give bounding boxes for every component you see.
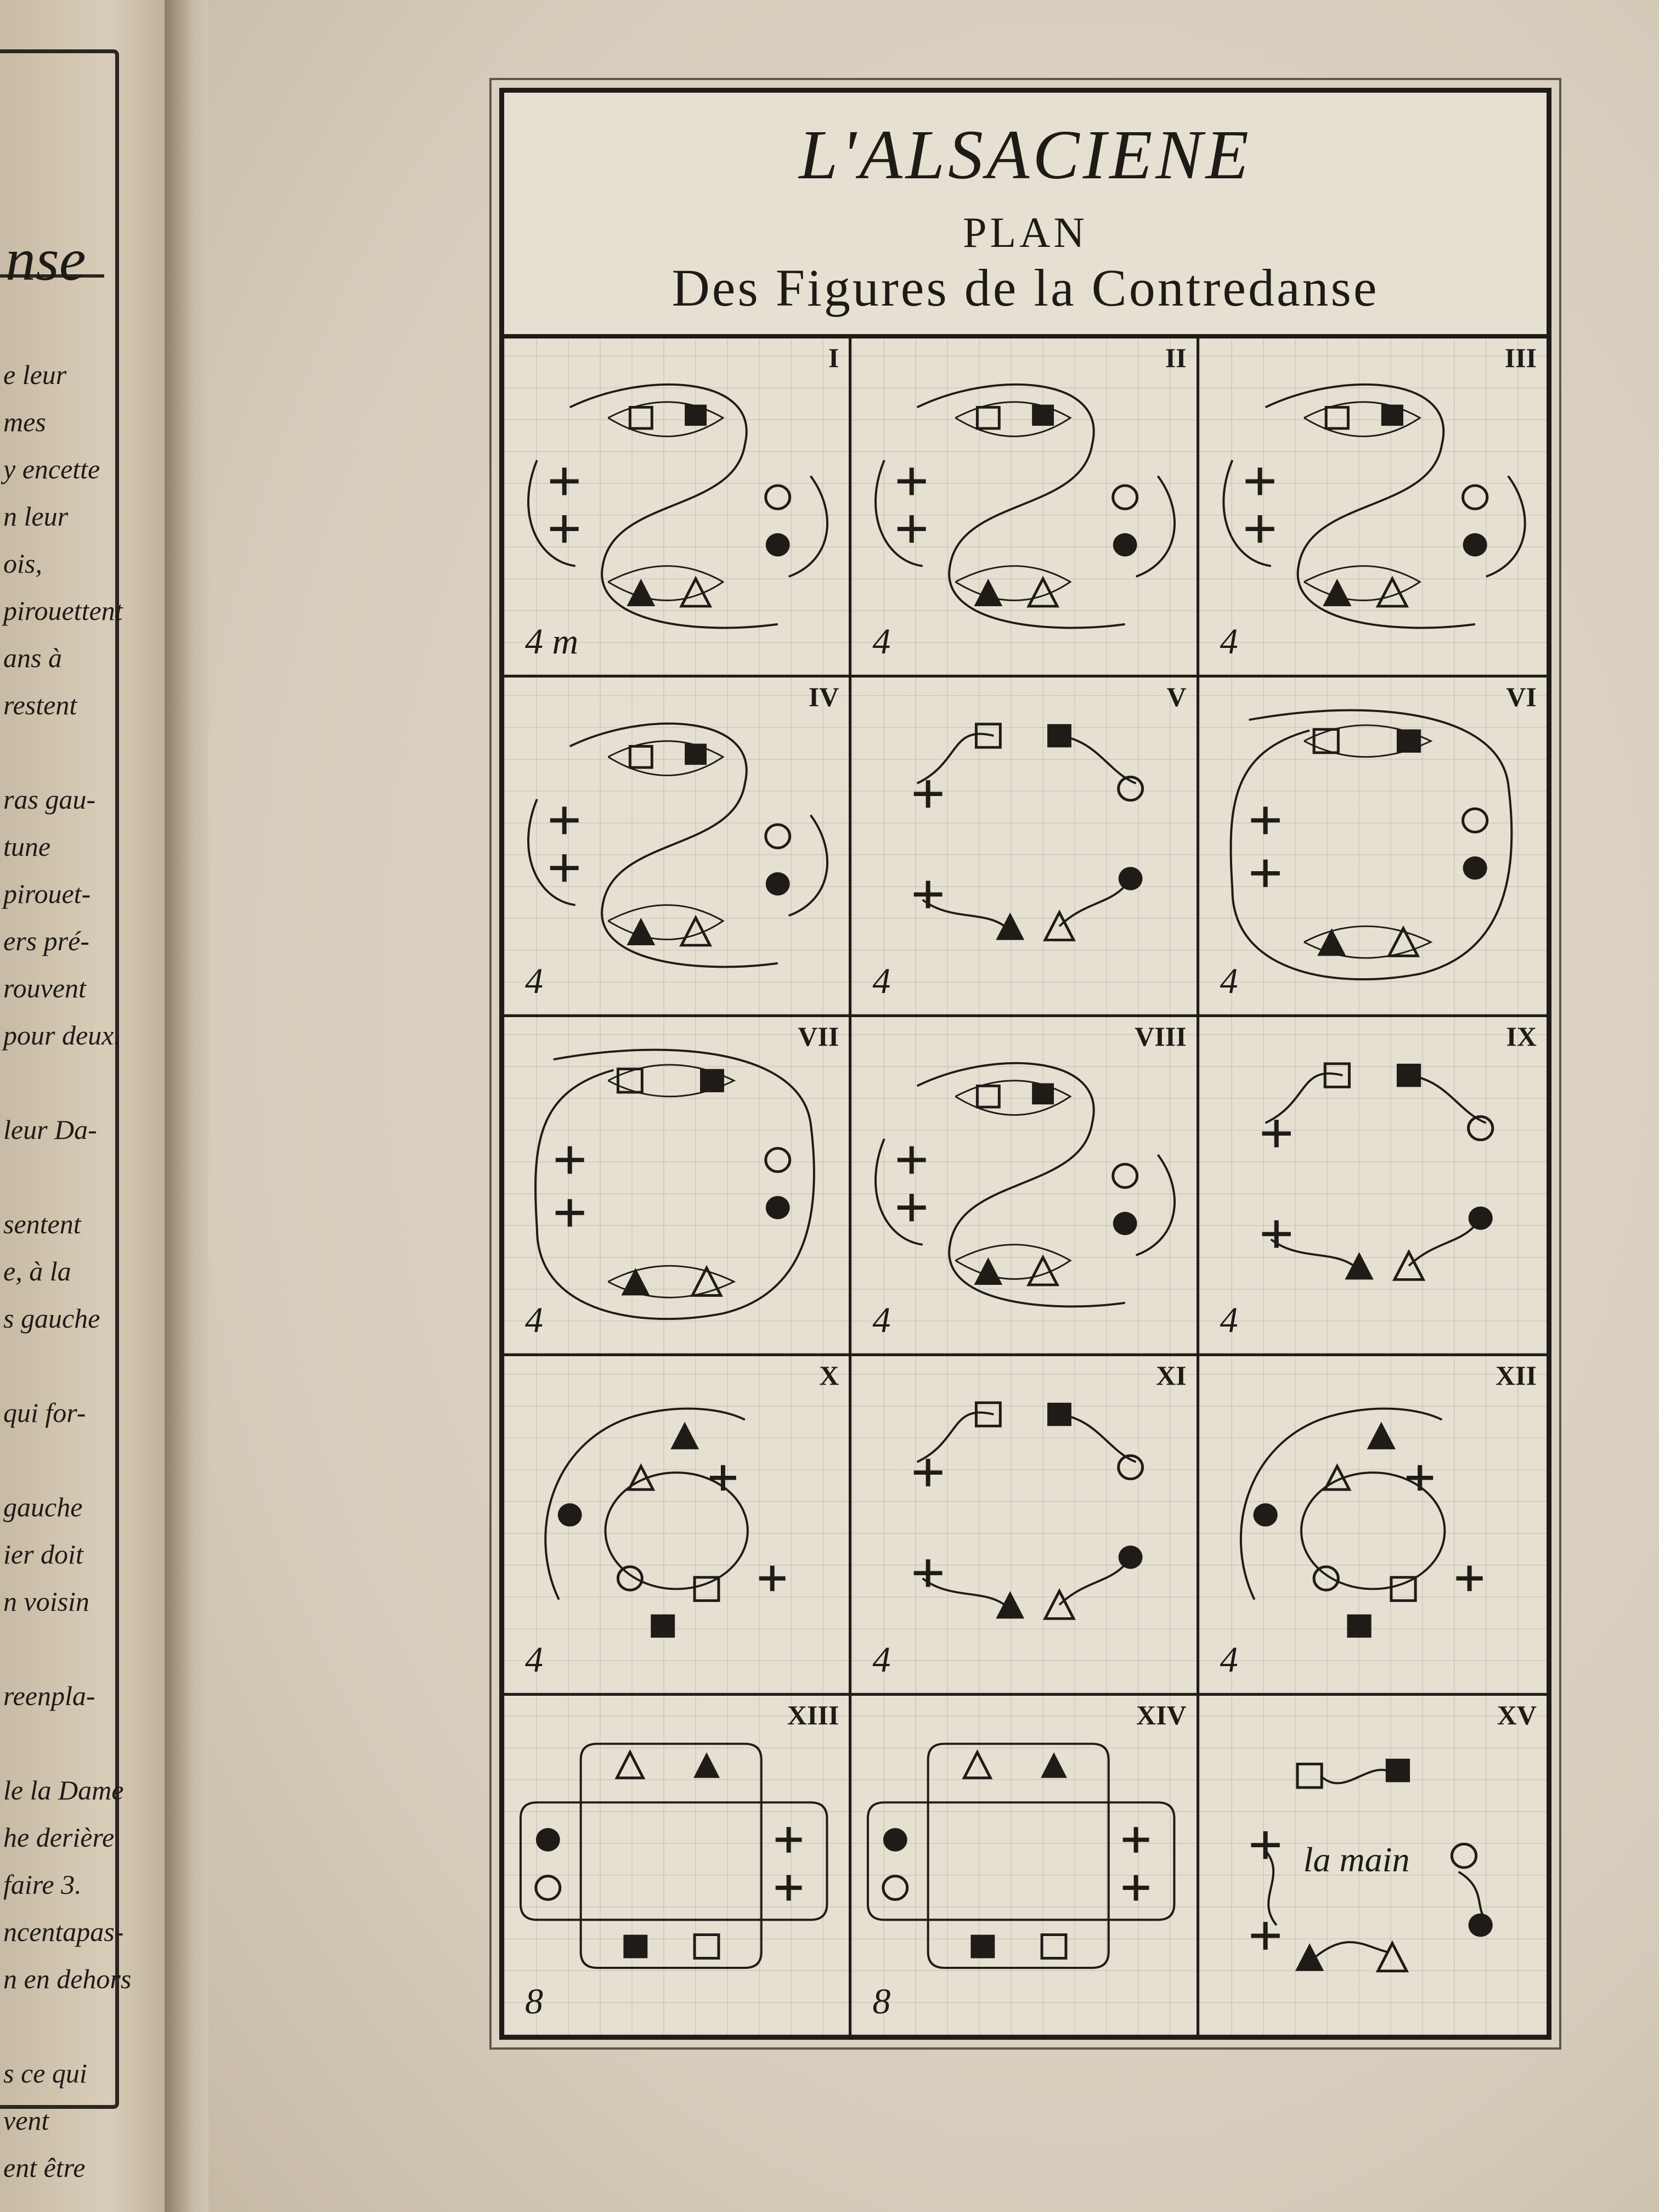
dance-path (956, 1245, 1070, 1279)
left-page-line: ier doit (3, 1539, 83, 1570)
dancer-symbol (627, 918, 655, 945)
dancer-symbol (1042, 1934, 1066, 1958)
figure-grid (504, 338, 1547, 2035)
dancer-symbol (1463, 533, 1487, 556)
figure-numeral: XII (1495, 1360, 1537, 1391)
dancer-symbol (766, 486, 790, 509)
figure-cell (504, 1017, 851, 1356)
dancer-symbol (651, 1615, 675, 1638)
dancer-symbol (550, 515, 579, 543)
dancer-symbol (692, 1268, 721, 1295)
dancer-symbol (977, 1403, 1001, 1426)
dancer-symbol (617, 1752, 643, 1778)
figure-diagram (504, 1017, 849, 1353)
dancer-symbol (1463, 486, 1487, 509)
figure-cell (504, 678, 851, 1017)
dancer-symbol (1245, 467, 1274, 495)
left-page-line: he derière (3, 1822, 115, 1853)
dancer-symbol (1468, 1206, 1492, 1229)
dancer-symbol (1463, 856, 1487, 879)
left-page-line: qui for- (3, 1397, 86, 1428)
left-page-line: faire 3. (3, 1869, 82, 1900)
plate-title: L'ALSACIENE (799, 116, 1252, 194)
dancer-symbol (623, 1934, 647, 1958)
figure-numeral: I (828, 342, 839, 373)
dance-path (1265, 385, 1475, 628)
figure-numeral: IV (808, 681, 839, 713)
dancer-symbol (1323, 579, 1351, 606)
dancer-symbol (898, 515, 926, 543)
dancer-symbol (621, 1268, 650, 1295)
figure-cell (504, 1356, 851, 1695)
figure-numeral: V (1166, 681, 1187, 713)
figure-diagram (851, 1356, 1196, 1692)
dancer-symbol (996, 1591, 1025, 1618)
left-page-line: ans à (3, 642, 62, 673)
dancer-symbol (536, 1828, 560, 1852)
left-page-line: rouvent (3, 973, 86, 1003)
figure-numeral: VIII (1135, 1020, 1187, 1052)
left-page (0, 0, 181, 2212)
dancer-symbol (1251, 1831, 1279, 1859)
dance-path (570, 724, 778, 967)
dancer-symbol (971, 1934, 995, 1958)
dance-path (928, 1743, 1109, 1967)
dancer-symbol (618, 1567, 642, 1590)
dance-path (545, 1409, 745, 1600)
dancer-symbol (556, 1146, 584, 1173)
dance-path (1409, 1218, 1481, 1266)
figure-diagram (1199, 1017, 1547, 1353)
left-page-line (3, 1059, 140, 1106)
dancer-symbol (670, 1422, 699, 1449)
dance-path (956, 566, 1070, 601)
dance-path (1059, 879, 1131, 927)
dancer-symbol (1326, 407, 1348, 428)
dancer-symbol (536, 1876, 560, 1899)
left-page-line: n voisin (3, 1586, 89, 1617)
figure-cell (1199, 1017, 1547, 1356)
left-page-line (3, 1436, 140, 1483)
dancer-symbol (1325, 1064, 1349, 1087)
figure-numeral: XIV (1136, 1699, 1187, 1730)
figure-diagram (851, 1017, 1196, 1353)
dance-path (876, 1139, 923, 1245)
figure-count: 4 (1220, 1300, 1238, 1341)
figure-count: 4 (1220, 961, 1238, 1001)
dance-path (1265, 1073, 1342, 1122)
dance-path (606, 1472, 748, 1589)
dancer-symbol (898, 467, 926, 495)
dancer-symbol (977, 724, 1001, 747)
dancer-symbol (1251, 807, 1279, 834)
left-page-line: n en dehors (3, 1963, 132, 1994)
dancer-symbol (766, 1196, 790, 1219)
dancer-symbol (1041, 1752, 1067, 1778)
dancer-symbol (1119, 1545, 1143, 1568)
dancer-symbol (1262, 1120, 1290, 1147)
dance-path (876, 460, 923, 566)
left-page-line: gauche (3, 1492, 83, 1522)
figure-count: 4 m (525, 622, 579, 662)
figure-count: 4 (872, 961, 891, 1001)
figure-numeral: XI (1156, 1360, 1187, 1391)
dancer-symbol (914, 780, 943, 808)
dancer-symbol (1113, 1164, 1137, 1187)
figure-numeral: VI (1506, 681, 1537, 713)
dancer-symbol (1452, 1844, 1476, 1867)
dancer-symbol (1385, 1758, 1409, 1782)
figure-diagram (851, 338, 1196, 675)
figure-annotation: la main (1303, 1839, 1410, 1879)
dancer-symbol (996, 913, 1025, 940)
figure-count: 4 (872, 622, 891, 662)
figure-cell (1199, 1696, 1547, 2035)
left-page-line: pour deux. (3, 1020, 121, 1051)
dance-path (528, 799, 575, 905)
dancer-symbol (1378, 1943, 1406, 1971)
dance-path (1231, 710, 1511, 979)
left-page-line: vent (3, 2105, 49, 2136)
figure-cell (1199, 678, 1547, 1017)
left-page-line: ncentapas- (3, 1916, 124, 1947)
left-page-line: s ce qui (3, 2058, 87, 2089)
left-page-line (3, 2002, 140, 2050)
left-page-line: leur Da- (3, 1114, 97, 1145)
left-page-line (3, 1719, 140, 1767)
figure-numeral: III (1504, 342, 1537, 373)
left-page-line: n leur (3, 501, 69, 532)
dance-path (1271, 1239, 1353, 1266)
dancer-symbol (1314, 730, 1338, 753)
dancer-symbol (759, 1566, 786, 1591)
figure-diagram (1199, 678, 1547, 1014)
figure-numeral: XV (1497, 1699, 1537, 1730)
figure-cell (851, 338, 1199, 678)
left-page-line (3, 1625, 140, 1672)
dancer-symbol (1397, 1064, 1421, 1087)
left-page-line: mes (3, 407, 46, 437)
figure-numeral: II (1165, 342, 1187, 373)
figure-cell (504, 338, 851, 678)
figure-count: 4 (872, 1300, 891, 1341)
dancer-symbol (630, 407, 652, 428)
figure-cell (1199, 338, 1547, 678)
left-page-line: e, à la (3, 1256, 71, 1286)
dancer-symbol (1345, 1252, 1373, 1279)
dance-path (1059, 1558, 1131, 1605)
dancer-symbol (766, 825, 790, 848)
dancer-symbol (550, 467, 579, 495)
dancer-symbol (898, 1194, 926, 1221)
figure-diagram (504, 678, 849, 1014)
figure-numeral: XIII (787, 1699, 839, 1730)
left-page-line: pirouet- (3, 878, 91, 909)
left-page-line: s gauche (3, 1303, 100, 1334)
plate-subtitle: Des Figures de la Contredanse (672, 258, 1379, 317)
dancer-symbol (630, 747, 652, 768)
dancer-symbol (964, 1752, 991, 1778)
left-page-line: restent (3, 690, 77, 720)
dancer-symbol (898, 1146, 926, 1173)
dancer-symbol (693, 1752, 720, 1778)
left-page-line: ois, (3, 548, 42, 579)
left-page-line: reenpla- (3, 1680, 95, 1711)
left-page-line: sentent (3, 1209, 81, 1239)
dancer-symbol (550, 807, 579, 834)
dance-path (608, 905, 723, 940)
dancer-symbol (1251, 1922, 1279, 1950)
engraved-plate (499, 88, 1551, 2040)
dancer-symbol (766, 533, 790, 556)
dance-path (917, 734, 994, 783)
dance-path (1301, 1472, 1444, 1589)
left-page-line: le la Dame (3, 1775, 124, 1805)
dance-path (917, 1413, 994, 1462)
figure-diagram (851, 1696, 1196, 2035)
figure-count: 4 (872, 1639, 891, 1680)
figure-count: 8 (872, 1982, 891, 2022)
dancer-symbol (766, 1148, 790, 1171)
plate-title-box (504, 93, 1547, 338)
dance-path (1241, 1409, 1442, 1600)
figure-cell (851, 1696, 1199, 2035)
figure-diagram (504, 1356, 849, 1692)
figure-diagram (504, 1696, 849, 2035)
dancer-symbol (1314, 1567, 1338, 1590)
figure-diagram (851, 678, 1196, 1014)
figure-diagram (1199, 338, 1547, 675)
dancer-symbol (1113, 533, 1137, 556)
dancer-symbol (974, 579, 1003, 606)
dancer-symbol (695, 1934, 719, 1958)
dancer-symbol (1347, 1615, 1371, 1638)
plate-plan-label: PLAN (963, 208, 1088, 256)
left-page-line: ers pré- (3, 926, 89, 956)
dancer-symbol (1119, 867, 1143, 890)
dancer-symbol (1389, 929, 1417, 956)
dancer-symbol (776, 1875, 802, 1900)
left-page-line: e leur (3, 359, 67, 390)
dancer-symbol (914, 1459, 943, 1486)
dance-path (868, 1802, 1175, 1920)
figure-cell (851, 678, 1199, 1017)
dancer-symbol (1463, 809, 1487, 832)
figure-count: 4 (1220, 622, 1238, 662)
dancer-symbol (978, 1086, 1000, 1107)
figure-count: 4 (525, 1639, 543, 1680)
dancer-symbol (556, 1199, 584, 1227)
dance-path (1223, 460, 1271, 566)
left-page-line (3, 729, 140, 776)
figure-diagram (1199, 1356, 1547, 1692)
figure-cell (504, 1696, 851, 2035)
figure-cell (851, 1017, 1199, 1356)
figure-count: 4 (525, 1300, 543, 1341)
dance-path (1136, 476, 1175, 577)
dancer-symbol (1297, 1764, 1322, 1787)
dancer-symbol (1251, 860, 1279, 887)
dancer-symbol (883, 1876, 907, 1899)
left-page-line (3, 1342, 140, 1389)
dancer-symbol (1456, 1566, 1482, 1591)
dance-path (923, 900, 1005, 926)
dancer-symbol (974, 1257, 1003, 1285)
dance-path (1265, 1850, 1276, 1925)
dancer-symbol (1317, 929, 1346, 956)
dance-path (789, 815, 827, 916)
figure-count: 4 (1220, 1639, 1238, 1680)
dancer-symbol (766, 872, 790, 895)
dancer-symbol (1113, 486, 1137, 509)
dance-path (1486, 476, 1525, 577)
left-page-line: ras gau- (3, 784, 96, 815)
dancer-symbol (558, 1503, 582, 1526)
figure-count: 8 (525, 1982, 543, 2022)
dance-path (608, 566, 723, 601)
left-page-heading: nse (5, 226, 86, 293)
dance-path (789, 476, 827, 577)
dancer-symbol (1123, 1827, 1149, 1853)
left-page-line: y encette (3, 454, 100, 484)
dance-path (570, 385, 778, 628)
left-page-line: tune (3, 831, 51, 862)
dancer-symbol (627, 579, 655, 606)
dancer-symbol (1295, 1943, 1324, 1971)
dancer-symbol (1245, 515, 1274, 543)
dancer-symbol (883, 1828, 907, 1852)
dance-path (1136, 1155, 1175, 1255)
dancer-symbol (550, 855, 579, 882)
left-page-line (3, 1153, 140, 1200)
dance-path (923, 1578, 1005, 1605)
dancer-symbol (618, 1069, 642, 1092)
dance-path (528, 460, 575, 566)
figure-numeral: VII (798, 1020, 839, 1052)
dance-path (581, 1743, 761, 1967)
dancer-symbol (978, 407, 1000, 428)
dance-path (1315, 1942, 1387, 1957)
dancer-symbol (1367, 1422, 1395, 1449)
dance-path (917, 1063, 1125, 1307)
dancer-symbol (1123, 1875, 1149, 1900)
dance-path (521, 1802, 827, 1920)
left-page-line: ent être (3, 2152, 86, 2183)
dance-path (535, 1049, 814, 1318)
figure-numeral: IX (1506, 1020, 1537, 1052)
figure-cell (1199, 1356, 1547, 1695)
dance-path (1321, 1770, 1387, 1783)
dance-path (917, 385, 1125, 628)
figure-numeral: X (819, 1360, 839, 1391)
dancer-symbol (1113, 1212, 1137, 1235)
dance-path (1304, 566, 1420, 601)
dance-path (1458, 1871, 1486, 1920)
figure-cell (851, 1356, 1199, 1695)
dancer-symbol (1253, 1503, 1277, 1526)
left-page-text (3, 351, 140, 2191)
left-page-line: pirouettent (3, 595, 123, 626)
dancer-symbol (776, 1827, 802, 1853)
dancer-symbol (1468, 1913, 1492, 1937)
right-page (208, 0, 1659, 2212)
figure-count: 4 (525, 961, 543, 1001)
